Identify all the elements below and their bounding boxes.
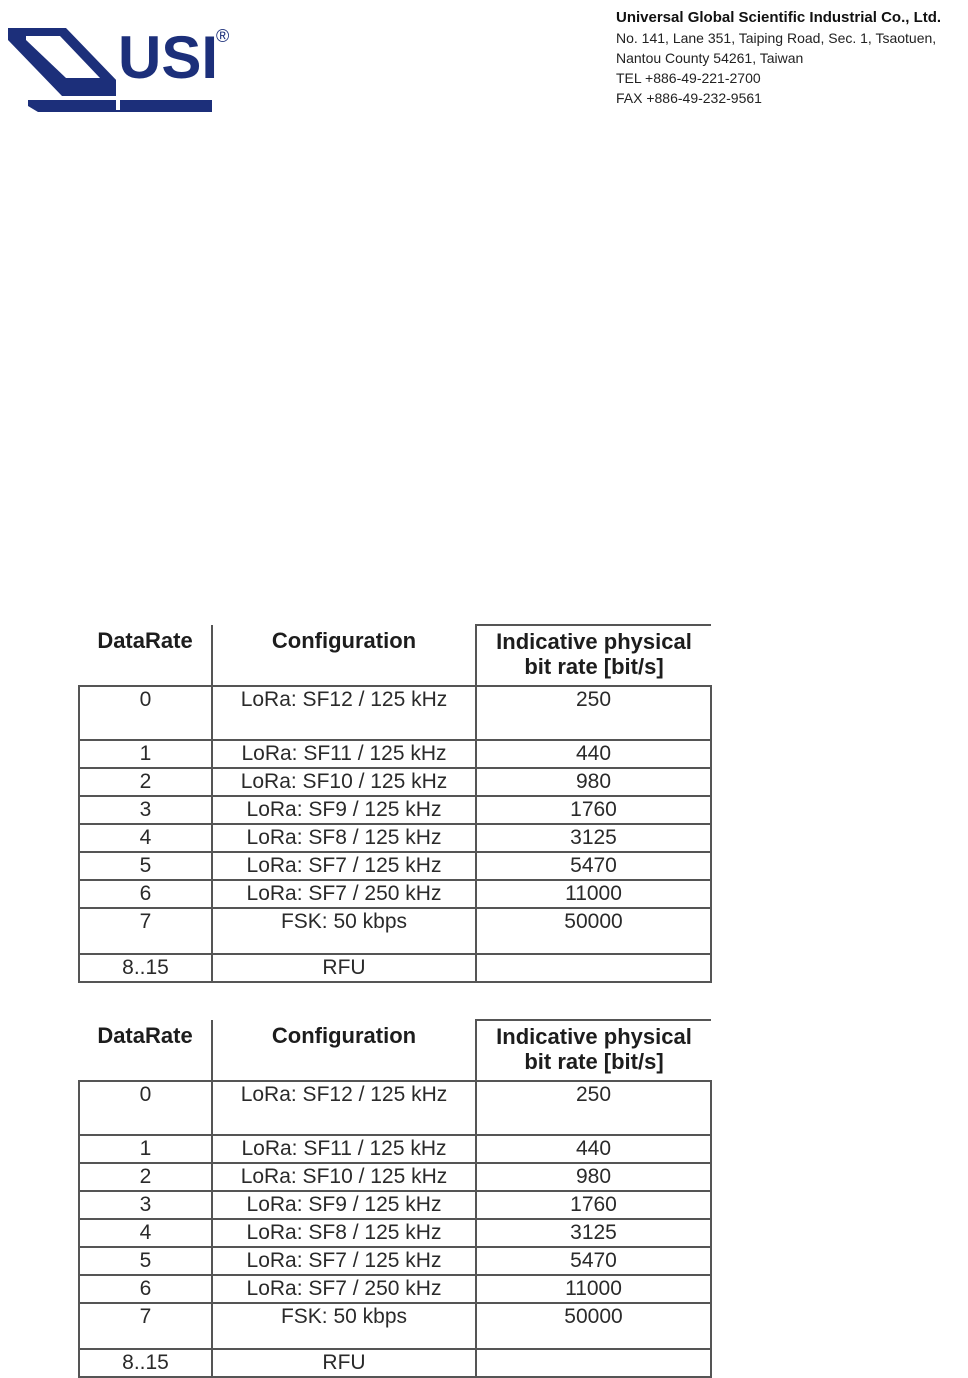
cell-configuration: LoRa: SF11 / 125 kHz <box>212 740 476 768</box>
table-row <box>79 1135 711 1163</box>
table-row <box>79 908 711 954</box>
cell-bitrate: 3125 <box>476 824 711 852</box>
cell-datarate: 1 <box>79 1135 212 1163</box>
header-bitrate <box>476 1020 711 1081</box>
company-name: Universal Global Scientific Industrial Co., Ltd. <box>616 9 942 26</box>
table-row <box>79 740 711 768</box>
table-row <box>79 954 711 982</box>
cell-bitrate <box>476 1349 711 1377</box>
cell-datarate: 6 <box>79 1275 212 1303</box>
table-row <box>79 1219 711 1247</box>
cell-bitrate: 50000 <box>476 908 711 954</box>
cell-bitrate: 3125 <box>476 1219 711 1247</box>
cell-bitrate: 980 <box>476 1163 711 1191</box>
cell-datarate: 4 <box>79 1219 212 1247</box>
cell-configuration: LoRa: SF12 / 125 kHz <box>212 686 476 740</box>
cell-datarate: 5 <box>79 852 212 880</box>
cell-bitrate: 5470 <box>476 852 711 880</box>
cell-datarate: 7 <box>79 908 212 954</box>
table-row <box>79 1303 711 1349</box>
address-line-1: No. 141, Lane 351, Taiping Road, Sec. 1, Tsaotuen, <box>616 30 937 46</box>
cell-bitrate: 5470 <box>476 1247 711 1275</box>
header-bitrate-line2: bit rate [bit/s] <box>524 1049 664 1074</box>
cell-configuration: RFU <box>212 1349 476 1377</box>
header-bitrate-line1: Indicative physical <box>496 629 692 654</box>
cell-bitrate: 11000 <box>476 880 711 908</box>
table-row <box>79 686 711 740</box>
telephone: TEL +886-49-221-2700 <box>616 70 761 86</box>
table-row <box>79 1247 711 1275</box>
cell-configuration: RFU <box>212 954 476 982</box>
cell-datarate: 8..15 <box>79 954 212 982</box>
cell-datarate: 2 <box>79 768 212 796</box>
cell-datarate: 5 <box>79 1247 212 1275</box>
cell-datarate: 3 <box>79 1191 212 1219</box>
cell-datarate: 2 <box>79 1163 212 1191</box>
table-row <box>79 852 711 880</box>
cell-bitrate: 11000 <box>476 1275 711 1303</box>
table-row <box>79 880 711 908</box>
table-row <box>79 1163 711 1191</box>
header-bitrate-line2: bit rate [bit/s] <box>524 654 664 679</box>
header-datarate: DataRate <box>79 625 212 686</box>
cell-configuration: LoRa: SF7 / 250 kHz <box>212 1275 476 1303</box>
cell-bitrate: 1760 <box>476 796 711 824</box>
address-line-2: Nantou County 54261, Taiwan <box>616 50 804 66</box>
cell-bitrate: 250 <box>476 1081 711 1135</box>
registered-mark: ® <box>216 26 230 46</box>
cell-datarate: 1 <box>79 740 212 768</box>
fax: FAX +886-49-232-9561 <box>616 90 762 106</box>
cell-bitrate: 1760 <box>476 1191 711 1219</box>
cell-datarate: 7 <box>79 1303 212 1349</box>
cell-configuration: LoRa: SF7 / 125 kHz <box>212 1247 476 1275</box>
cell-bitrate: 250 <box>476 686 711 740</box>
cell-bitrate: 440 <box>476 1135 711 1163</box>
cell-configuration: LoRa: SF10 / 125 kHz <box>212 1163 476 1191</box>
logo-underline <box>120 100 212 112</box>
header-configuration: Configuration <box>212 625 476 686</box>
cell-configuration: FSK: 50 kbps <box>212 1303 476 1349</box>
cell-configuration: LoRa: SF7 / 250 kHz <box>212 880 476 908</box>
datarate-table-2 <box>78 1019 712 1378</box>
cell-bitrate <box>476 954 711 982</box>
cell-bitrate: 440 <box>476 740 711 768</box>
logo-chevron-mark <box>8 26 128 112</box>
header-configuration: Configuration <box>212 1020 476 1081</box>
cell-configuration: LoRa: SF7 / 125 kHz <box>212 852 476 880</box>
cell-configuration: LoRa: SF10 / 125 kHz <box>212 768 476 796</box>
cell-configuration: LoRa: SF8 / 125 kHz <box>212 1219 476 1247</box>
cell-datarate: 6 <box>79 880 212 908</box>
cell-bitrate: 50000 <box>476 1303 711 1349</box>
table-row <box>79 768 711 796</box>
table-row <box>79 1275 711 1303</box>
table-row <box>79 1191 711 1219</box>
cell-datarate: 3 <box>79 796 212 824</box>
table-header-row <box>79 1020 711 1081</box>
cell-configuration: LoRa: SF9 / 125 kHz <box>212 796 476 824</box>
table-row <box>79 796 711 824</box>
table-row <box>79 1349 711 1377</box>
cell-configuration: LoRa: SF12 / 125 kHz <box>212 1081 476 1135</box>
logo-text: USI <box>118 24 219 91</box>
header-datarate: DataRate <box>79 1020 212 1081</box>
company-info <box>616 8 961 108</box>
cell-configuration: LoRa: SF9 / 125 kHz <box>212 1191 476 1219</box>
table-header-row <box>79 625 711 686</box>
datarate-table-1 <box>78 624 712 983</box>
cell-configuration: LoRa: SF11 / 125 kHz <box>212 1135 476 1163</box>
cell-datarate: 0 <box>79 1081 212 1135</box>
cell-configuration: LoRa: SF8 / 125 kHz <box>212 824 476 852</box>
cell-bitrate: 980 <box>476 768 711 796</box>
cell-datarate: 0 <box>79 686 212 740</box>
table-row <box>79 1081 711 1135</box>
cell-configuration: FSK: 50 kbps <box>212 908 476 954</box>
cell-datarate: 8..15 <box>79 1349 212 1377</box>
header-bitrate <box>476 625 711 686</box>
usi-logo <box>8 22 238 114</box>
cell-datarate: 4 <box>79 824 212 852</box>
header-bitrate-line1: Indicative physical <box>496 1024 692 1049</box>
table-row <box>79 824 711 852</box>
